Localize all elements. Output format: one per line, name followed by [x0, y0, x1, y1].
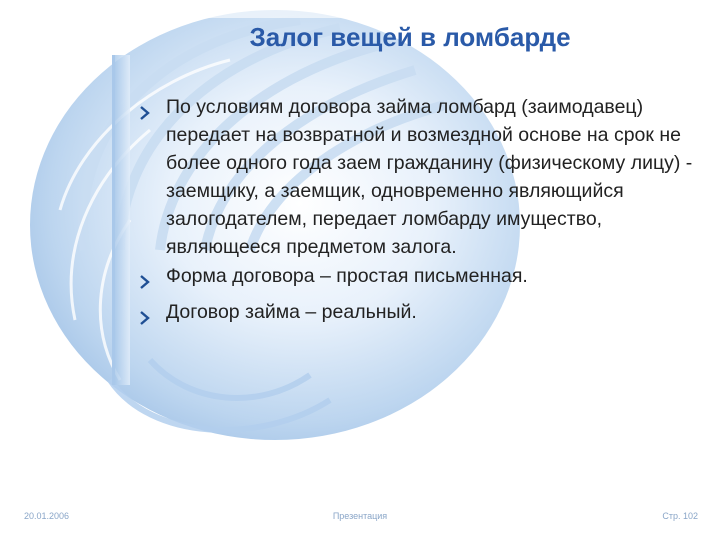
footer-presentation-label: Презентация — [332, 511, 388, 521]
triangle-right-icon — [140, 262, 166, 297]
triangle-right-icon — [140, 298, 166, 333]
bullet-item — [140, 262, 700, 297]
bullet-list — [140, 93, 700, 334]
slide-title: Залог вещей в ломбарде — [249, 22, 571, 52]
triangle-right-icon — [140, 93, 166, 128]
footer-date: 20.01.2006 — [24, 511, 70, 521]
bullet-item — [140, 93, 700, 261]
footer-page-number: Стр. 102 — [662, 511, 698, 521]
bullet-item — [140, 298, 700, 333]
bullet-text: Договор займа – реальный. — [166, 301, 417, 323]
bullet-text: По условиям договора займа ломбард (заимодавец) передает на возвратной и возмездной основе на срок не более одного года заем гражданину (физическому лицу) - заемщику, а заемщик, одновременно являющийся залогодателем, передает ломбарду имущество, являющееся предметом залога. — [166, 96, 693, 258]
bullet-text: Форма договора – простая письменная. — [166, 265, 528, 287]
